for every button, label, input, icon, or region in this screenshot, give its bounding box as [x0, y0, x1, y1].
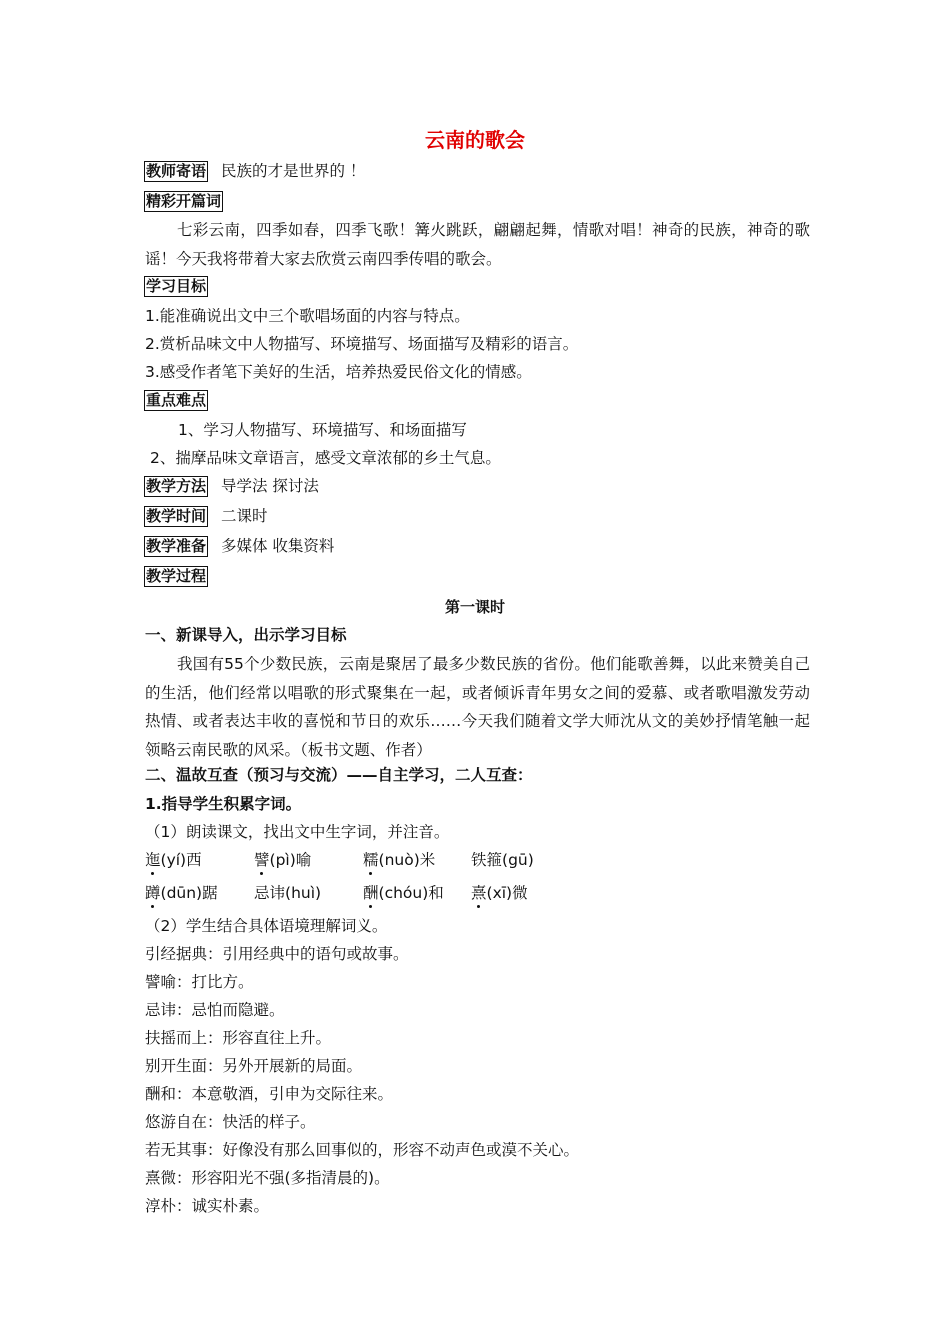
definition-item: 譬喻：打比方。 — [145, 973, 254, 991]
definition-item: 别开生面：另外开展新的局面。 — [145, 1057, 363, 1075]
opening-paragraph: 七彩云南，四季如春，四季飞歌！篝火跳跃，翩翩起舞，情歌对唱！神奇的民族，神奇的歌谣！今天我将带着大家去欣赏云南四季传唱的歌会。 — [145, 221, 810, 268]
motto-label: 教师寄语 — [146, 162, 207, 180]
definition-item: 若无其事：好像没有那么回事似的，形容不动声色或漠不关心。 — [145, 1141, 580, 1159]
emphasized-char: 糯 — [363, 851, 379, 869]
document-title: 云南的歌会 — [425, 128, 525, 152]
part2-step2: （2）学生结合具体语境理解词义。 — [145, 917, 388, 935]
vocab-word — [145, 883, 218, 903]
process-label: 教学过程 — [146, 567, 207, 585]
part2-subheading: 1.指导学生积累字词。 — [145, 795, 302, 813]
part1-paragraph: 我国有55个少数民族，云南是聚居了最多少数民族的省份。他们能歌善舞，以此来赞美自己的生活，他们经常以唱歌的形式聚集在一起，或者倾诉青年男女之间的爱慕、或者歌唱激发劳动热情、或者表达丰收的喜悦和节日的欢乐……今天我们随着文学大师沈从文的美妙抒情笔触一起领略云南民歌的风采。（板书文题、作者） — [145, 655, 810, 759]
emphasized-char: 铁箍 — [471, 851, 503, 869]
definition-item: 引经据典：引用经典中的语句或故事。 — [145, 945, 409, 963]
method-label: 教学方法 — [146, 477, 207, 495]
vocab-word — [471, 883, 528, 903]
emphasized-char: 酬 — [363, 884, 379, 902]
vocab-word — [254, 883, 321, 903]
pinyin: (nuò)米 — [378, 851, 436, 869]
key-point-item: 1、学习人物描写、环境描写、和场面描写 — [178, 421, 467, 439]
part2-heading: 二、温故互查（预习与交流）——自主学习，二人互查： — [145, 766, 533, 784]
emphasized-char: 譬 — [254, 851, 270, 869]
emphasized-char: 忌讳 — [254, 884, 286, 902]
pinyin: (pì)喻 — [269, 851, 312, 869]
definition-item: 忌讳：忌怕而隐避。 — [145, 1001, 285, 1019]
vocab-word — [254, 850, 311, 870]
goal-item: 3.感受作者笔下美好的生活，培养热爱民俗文化的情感。 — [145, 363, 532, 381]
pinyin: (dūn)踞 — [160, 884, 218, 902]
definition-item: 酬和：本意敬酒，引申为交际往来。 — [145, 1085, 394, 1103]
opening-label: 精彩开篇词 — [146, 192, 222, 210]
key-points-label: 重点难点 — [146, 391, 207, 409]
pinyin: (xī)微 — [486, 884, 528, 902]
time-label: 教学时间 — [146, 507, 207, 525]
part2-step1: （1）朗读课文，找出文中生字词，并注音。 — [145, 823, 450, 841]
goals-label: 学习目标 — [146, 277, 207, 295]
definition-item: 淳朴：诚实朴素。 — [145, 1197, 270, 1215]
pinyin: (gū) — [502, 851, 534, 869]
definition-item: 扶摇而上：形容直往上升。 — [145, 1029, 332, 1047]
vocab-word — [363, 883, 444, 903]
part1-heading: 一、新课导入，出示学习目标 — [145, 626, 347, 644]
vocab-word — [471, 850, 534, 870]
definition-item: 悠游自在：快活的样子。 — [145, 1113, 316, 1131]
time-text: 二课时 — [221, 507, 268, 525]
goal-item: 2.赏析品味文中人物描写、环境描写、场面描写及精彩的语言。 — [145, 335, 579, 353]
key-point-item: 2、揣摩品味文章语言，感受文章浓郁的乡土气息。 — [150, 449, 501, 467]
prep-text: 多媒体 收集资料 — [221, 537, 335, 555]
definition-item: 熹微：形容阳光不强(多指清晨的)。 — [145, 1169, 390, 1187]
emphasized-char: 蹲 — [145, 884, 161, 902]
goal-item: 1.能准确说出文中三个歌唱场面的内容与特点。 — [145, 307, 470, 325]
pinyin: (chóu)和 — [378, 884, 444, 902]
lesson-heading: 第一课时 — [444, 598, 505, 616]
vocab-word — [145, 850, 202, 870]
emphasized-char: 熹 — [471, 884, 487, 902]
pinyin: (yí)西 — [160, 851, 202, 869]
emphasized-char: 迤 — [145, 851, 161, 869]
method-text: 导学法 探讨法 — [221, 477, 319, 495]
motto-text: 民族的才是世界的 ！ — [221, 162, 366, 180]
prep-label: 教学准备 — [146, 537, 207, 555]
vocab-word — [363, 850, 435, 870]
pinyin: (huì) — [285, 884, 322, 902]
